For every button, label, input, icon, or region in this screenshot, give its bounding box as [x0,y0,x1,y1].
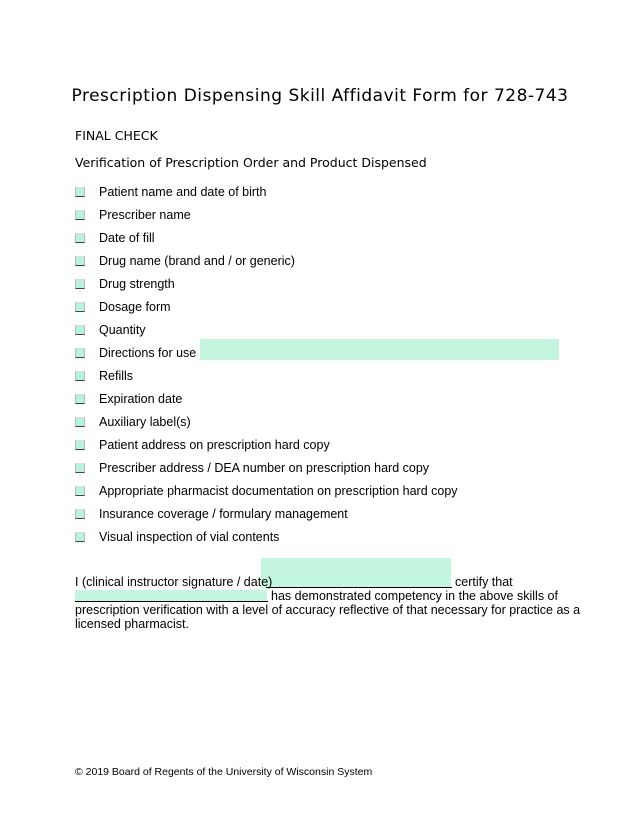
checklist-item-label: Directions for use [99,345,197,360]
checklist-item [75,272,458,295]
checklist-item [75,249,458,272]
checklist-item-label: Date of fill [99,230,155,245]
statement-licensed: licensed pharmacist. [75,617,189,631]
checkbox-prescriber-address-dea[interactable] [75,463,85,473]
checkbox-pharmacist-documentation[interactable] [75,486,85,496]
checklist-item-label: Prescriber name [99,207,191,222]
directions-for-use-field[interactable] [200,339,559,360]
checklist-item [75,433,458,456]
checklist-item [75,226,458,249]
checklist-item [75,479,458,502]
statement-instructor-label: I (clinical instructor signature / date) [75,575,273,589]
checkbox-auxiliary-labels[interactable] [75,417,85,427]
checkbox-patient-address[interactable] [75,440,85,450]
checklist-item-label: Dosage form [99,299,171,314]
checklist-item-label: Drug name (brand and / or generic) [99,253,295,268]
checklist-item-label: Refills [99,368,134,383]
checklist-item [75,180,458,203]
checkbox-directions-for-use[interactable] [75,348,85,358]
checklist-item-label: Visual inspection of vial contents [99,529,280,544]
copyright-footer: © 2019 Board of Regents of the University of Wisconsin System [75,766,373,778]
checklist-item-label: Prescriber address / DEA number on prescription hard copy [99,460,430,475]
checklist-item-label: Expiration date [99,391,183,406]
student-underline [75,589,268,602]
checkbox-dosage-form[interactable] [75,302,85,312]
checkbox-refills[interactable] [75,371,85,381]
checklist-item-label: Patient address on prescription hard copy [99,437,330,452]
checkbox-expiration-date[interactable] [75,394,85,404]
checkbox-quantity[interactable] [75,325,85,335]
checkbox-insurance-coverage[interactable] [75,509,85,519]
checklist-item-label: Drug strength [99,276,175,291]
statement-accuracy: prescription verification with a level of accuracy reflective of that necessary for practice as a [75,603,581,617]
checkbox-date-of-fill[interactable] [75,233,85,243]
checklist-item [75,502,458,525]
statement-competency: has demonstrated competency in the above skills of [271,589,558,603]
checklist-item-label: Insurance coverage / formulary management [99,506,348,521]
checklist-item [75,387,458,410]
document-title: Prescription Dispensing Skill Affidavit Form for 728-743 [71,86,569,106]
checklist-item [75,410,458,433]
section-subheading: Verification of Prescription Order and Product Dispensed [75,155,427,170]
checklist-item [75,525,458,548]
statement-certify: certify that [455,575,513,589]
checkbox-patient-name-dob[interactable] [75,187,85,197]
checklist-item-label: Quantity [99,322,146,337]
checkbox-visual-inspection[interactable] [75,532,85,542]
checklist-item [75,364,458,387]
checkbox-drug-name[interactable] [75,256,85,266]
verification-checklist [75,180,458,548]
checklist-item-label: Appropriate pharmacist documentation on prescription hard copy [99,483,458,498]
checklist-item-label: Auxiliary label(s) [99,414,191,429]
checkbox-prescriber-name[interactable] [75,210,85,220]
checklist-item [75,295,458,318]
signature-underline [266,575,452,588]
section-heading: FINAL CHECK [75,128,158,143]
checkbox-drug-strength[interactable] [75,279,85,289]
checklist-item [75,456,458,479]
checklist-item [75,203,458,226]
checklist-item-label: Patient name and date of birth [99,184,267,199]
checklist-item [75,318,458,341]
